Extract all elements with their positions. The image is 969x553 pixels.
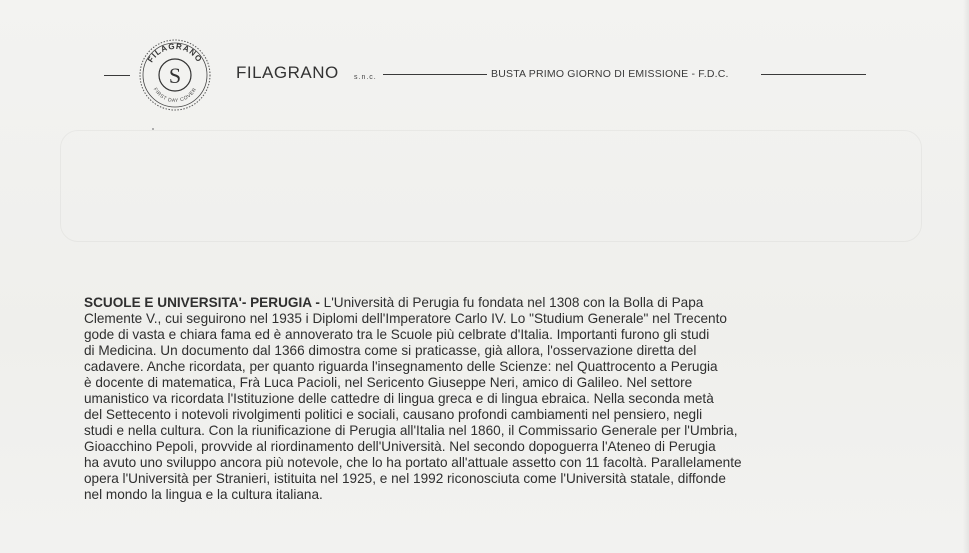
svg-text:S: S bbox=[168, 63, 182, 88]
envelope-flap-outline bbox=[60, 130, 922, 242]
article-line: Gioacchino Pepoli, provvide al riordinamento dell'Università. Nel secondo dopoguerra l'Ateneo di Perugia bbox=[84, 439, 716, 454]
header-rule-middle bbox=[383, 74, 487, 75]
article-text bbox=[84, 295, 874, 503]
brand-name: FILAGRANO bbox=[236, 63, 339, 82]
article-line: studi e nella cultura. Con la riunificazione di Perugia all'Italia nel 1860, il Commissario Generale per l'Umbria, bbox=[84, 423, 738, 438]
fdc-caption: BUSTA PRIMO GIORNO DI EMISSIONE - F.D.C. bbox=[491, 68, 729, 80]
paper-speck bbox=[152, 128, 154, 130]
header-rule-left bbox=[104, 75, 130, 76]
article-line: Clemente V., cui seguirono nel 1935 i Diplomi dell'Imperatore Carlo IV. Lo "Studium Generale" nel Trecento bbox=[84, 311, 727, 326]
svg-text:FIRST DAY COVER: FIRST DAY COVER bbox=[151, 86, 199, 105]
article-line: umanistico va ricordata l'Istituzione delle cattedre di lingua greca e di lingua ebraica. Nella seconda metà bbox=[84, 391, 714, 406]
article-line: del Settecento i notevoli rivolgimenti politici e sociali, causano profondi cambiamenti nel pensiero, negli bbox=[84, 407, 703, 422]
article-first-line-rest: L'Università di Perugia fu fondata nel 1308 con la Bolla di Papa bbox=[319, 295, 704, 310]
article-line: di Medicina. Un documento dal 1366 dimostra come si praticasse, già allora, l'osservazione diretta del bbox=[84, 343, 697, 358]
article-first-line bbox=[84, 295, 874, 311]
article-line: nel mondo la lingua e la cultura italiana. bbox=[84, 487, 323, 502]
svg-text:FILAGRANO: FILAGRANO bbox=[145, 41, 205, 65]
article-line: è docente di matematica, Frà Luca Pacioli, nel Sericento Giuseppe Neri, amico di Galileo. Nel settore bbox=[84, 375, 693, 390]
article-line: cadavere. Anche ricordata, per quanto riguarda l'insegnamento delle Scienze: nel Quattrocento a Perugia bbox=[84, 359, 718, 374]
article-line: ha avuto uno sviluppo ancora più notevole, che lo ha portato all'attuale assetto con 11 facoltà. Parallelamente bbox=[84, 455, 742, 470]
article-line: gode di vasta e chiara fama ed è annoverato tra le Scuole più celbrate d'Italia. Importanti furono gli studi bbox=[84, 327, 710, 342]
brand-suffix: s.n.c. bbox=[354, 74, 377, 81]
envelope-edge-shadow bbox=[963, 0, 969, 553]
article-title: SCUOLE E UNIVERSITA'- PERUGIA - bbox=[84, 295, 320, 310]
header-rule-right bbox=[761, 74, 866, 75]
filagrano-seal-logo bbox=[138, 38, 212, 112]
article-line: opera l'Università per Stranieri, istituita nel 1925, e nel 1992 riconosciuta come l'Università statale, diffonde bbox=[84, 471, 726, 486]
